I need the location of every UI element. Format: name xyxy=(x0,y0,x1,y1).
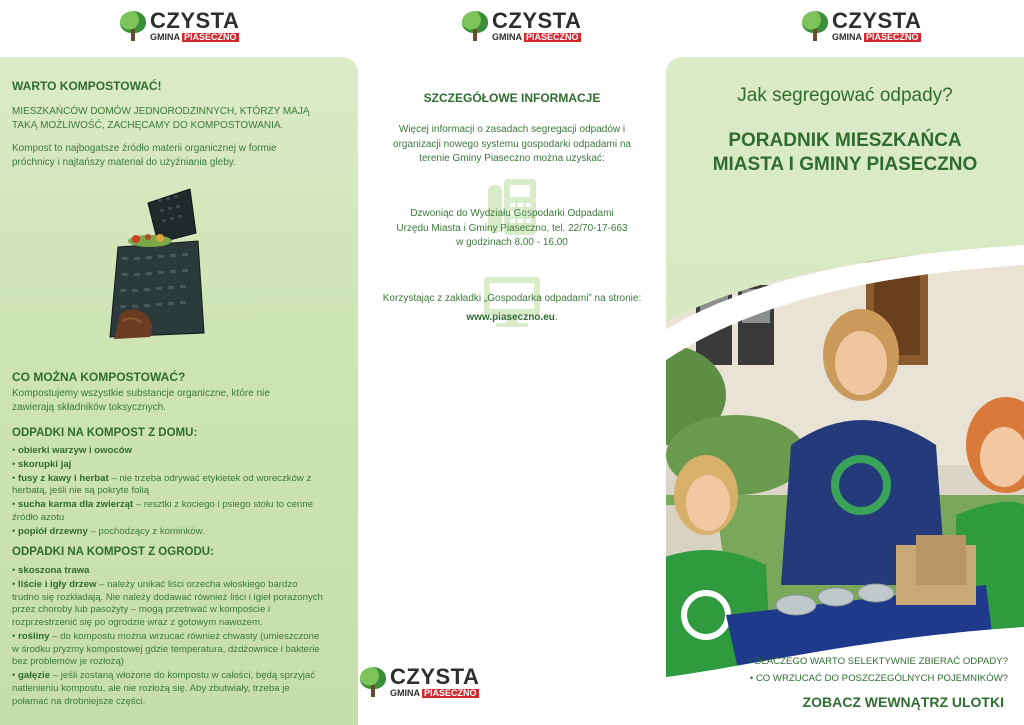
logo-left xyxy=(118,10,239,42)
heading-co-mozna: CO MOŻNA KOMPOSTOWAĆ? xyxy=(12,370,186,384)
website-link[interactable]: www.piaseczno.eu xyxy=(466,312,555,323)
list-item-term: popiół drzewny xyxy=(18,525,88,537)
logo-brand: CZYSTA xyxy=(492,8,582,33)
logo-brand: CZYSTA xyxy=(832,8,922,33)
tree-icon xyxy=(118,11,148,41)
cover-panel xyxy=(666,57,1024,725)
list-item: • popiół drzewny – pochodzący z kominków. xyxy=(12,525,205,537)
cover-bullet-2-text: CO WRZUCAĆ DO POSZCZEGÓLNYCH POJEMNIKÓW? xyxy=(755,672,1008,684)
cover-question: Jak segregować odpady? xyxy=(737,85,953,106)
what-text: Kompostujemy wszystkie substancje organiczne, które nie zawierają składników toksycznych. xyxy=(12,388,270,413)
list-item-description: – należy unikać liści orzecha włoskiego bardzo trudno się rozkładają. Nie należy dodawać również liści i igieł porażonych przez choroby lub pasożyty – mogą przetrwać w kompoście i rozprzestrzenić się po ogrodzie wraz z gotowym nawozem. xyxy=(12,578,323,628)
phone-line-3: w godzinach 8.00 - 16.00 xyxy=(456,237,568,248)
logo-right xyxy=(800,10,921,42)
left-panel xyxy=(0,57,358,725)
list-item: • liście i igły drzew – należy unikać liści orzecha włoskiego bardzo trudno się rozkładają. Nie należy dodawać również liści i igieł porażonych przez choroby lub pasożyty – mogą przetrwać w kompoście i rozprzestrzenić się po ogrodzie wraz z gotowym nawozem. xyxy=(12,578,323,628)
list-item-description: – do kompostu można wrzucać również chwasty (umieszczone w środku pryzmy kompostowej gdzie temperatura, dżdżownice i bakterie bez problemów je rozłożą) xyxy=(12,630,320,668)
list-item-term: obierki warzyw i owoców xyxy=(18,445,133,456)
cover-cta: ZOBACZ WEWNĄTRZ ULOTKI xyxy=(802,694,1004,710)
logo-brand: CZYSTA xyxy=(150,8,240,33)
logo-place: PIASECZNO xyxy=(424,688,477,698)
logo-gmina: GMINA xyxy=(492,32,522,42)
tree-icon xyxy=(460,11,490,41)
cover-title-line-2: MIASTA I GMINY PIASECZNO xyxy=(712,154,978,176)
cover-title xyxy=(666,129,1024,178)
info-title: SZCZEGÓŁOWE INFORMACJE xyxy=(423,91,601,105)
tree-icon xyxy=(358,667,388,697)
list-item: • rośliny – do kompostu można wrzucać również chwasty (umieszczone w środku pryzmy kompostowej gdzie temperatura, dżdżownice i bakterie bez problemów je rozłożą) xyxy=(12,630,320,668)
logo-gmina: GMINA xyxy=(832,32,862,42)
logo-middle xyxy=(460,10,581,42)
list-item-term: skorupki jaj xyxy=(18,458,72,470)
list-item-term: rośliny xyxy=(18,630,50,642)
composter-illustration xyxy=(100,185,220,345)
logo-gmina: GMINA xyxy=(150,32,180,42)
garden-items-list xyxy=(12,565,327,709)
intro-text: Kompost to najbogatsze źródło materii organicznej w formie próchnicy i najtańszy materiał do użyźniania gleby. xyxy=(12,143,277,168)
list-item-term: sucha karma dla zwierząt xyxy=(18,499,134,510)
info-paragraph-1: Więcej informacji o zasadach segregacji odpadów i organizacji nowego systemu gospodarki odpadami na terenie Gminy Piaseczno można uzyskać: xyxy=(393,124,631,164)
logo-place: PIASECZNO xyxy=(184,32,237,42)
info-card xyxy=(358,57,666,353)
info-paragraph-3: Korzystając z zakładki „Gospodarka odpadami” na stronie: xyxy=(382,293,642,304)
cover-bullets xyxy=(749,654,1008,688)
info-url-line xyxy=(358,312,666,323)
logo-place: PIASECZNO xyxy=(866,32,919,42)
phone-line-2: Urzędu Miasta i Gminy Piaseczno, tel. 22/70-17-663 xyxy=(396,222,628,234)
list-item: • skorupki jaj xyxy=(12,458,72,470)
heading-dom: ODPADKI NA KOMPOST Z DOMU: xyxy=(12,427,198,439)
url-period: . xyxy=(554,312,558,323)
logo-gmina: GMINA xyxy=(390,688,420,698)
info-paragraph-2 xyxy=(358,207,666,251)
intro-caps: MIESZKAŃCÓW DOMÓW JEDNORODZINNYCH, KTÓRZY MAJĄ TAKĄ MOŻLIWOŚĆ, ZACHĘCAMY DO KOMPOSTOWANIA. xyxy=(12,106,310,131)
logo-brand: CZYSTA xyxy=(390,664,480,689)
list-item: • gałęzie – jeśli zostaną włożone do kompostu w całości, będą sprzyjać natlenieniu kompostu, ale nie rozłożą się. Aby zbutwiały, trzeba je połamać na drobniejsze części. xyxy=(12,670,316,707)
logo-bottom xyxy=(358,666,479,698)
tree-icon xyxy=(800,11,830,41)
list-item-term: skoszona trawa xyxy=(18,565,90,576)
heading-warto: WARTO KOMPOSTOWAĆ! xyxy=(12,79,162,93)
list-item-description: – pochodzący z kominków. xyxy=(87,525,205,537)
list-item-description: – nie trzeba odrywać etykietek od woreczków z herbatą, jeśli nie są pokryte folią xyxy=(12,472,312,497)
list-item: • sucha karma dla zwierząt – resztki z kociego i psiego stołu to cenne źródło azotu xyxy=(12,499,313,523)
list-item-term: gałęzie xyxy=(18,670,51,681)
home-items-list xyxy=(12,445,327,539)
cover-bullet-1: • DLACZEGO WARTO SELEKTYWNIE ZBIERAĆ ODPADY? xyxy=(748,656,1008,667)
cover-bullet-1-text: DLACZEGO WARTO SELEKTYWNIE ZBIERAĆ ODPADY? xyxy=(754,656,1008,667)
phone-line-1: Dzwoniąc do Wydziału Gospodarki Odpadami xyxy=(410,208,614,219)
list-item: • skoszona trawa xyxy=(12,565,90,576)
list-item-term: liście i igły drzew xyxy=(18,578,97,590)
list-item-description: – resztki z kociego i psiego stołu to cenne źródło azotu xyxy=(12,499,313,523)
list-item-term: fusy z kawy i herbat xyxy=(18,472,109,484)
cover-title-line-1: PORADNIK MIESZKAŃCA xyxy=(728,130,962,151)
list-item: • obierki warzyw i owoców xyxy=(12,445,133,456)
logo-place: PIASECZNO xyxy=(526,32,579,42)
list-item-description: – jeśli zostaną włożone do kompostu w całości, będą sprzyjać natlenieniu kompostu, ale nie rozłożą się. Aby zbutwiały, trzeba je połamać na drobniejsze części. xyxy=(12,670,316,707)
list-item: • fusy z kawy i herbat – nie trzeba odrywać etykietek od woreczków z herbatą, jeśli nie są pokryte folią xyxy=(12,472,312,497)
heading-ogrod: ODPADKI NA KOMPOST Z OGRODU: xyxy=(12,546,214,558)
cover-bullet-2: • CO WRZUCAĆ DO POSZCZEGÓLNYCH POJEMNIKÓW? xyxy=(749,672,1008,684)
